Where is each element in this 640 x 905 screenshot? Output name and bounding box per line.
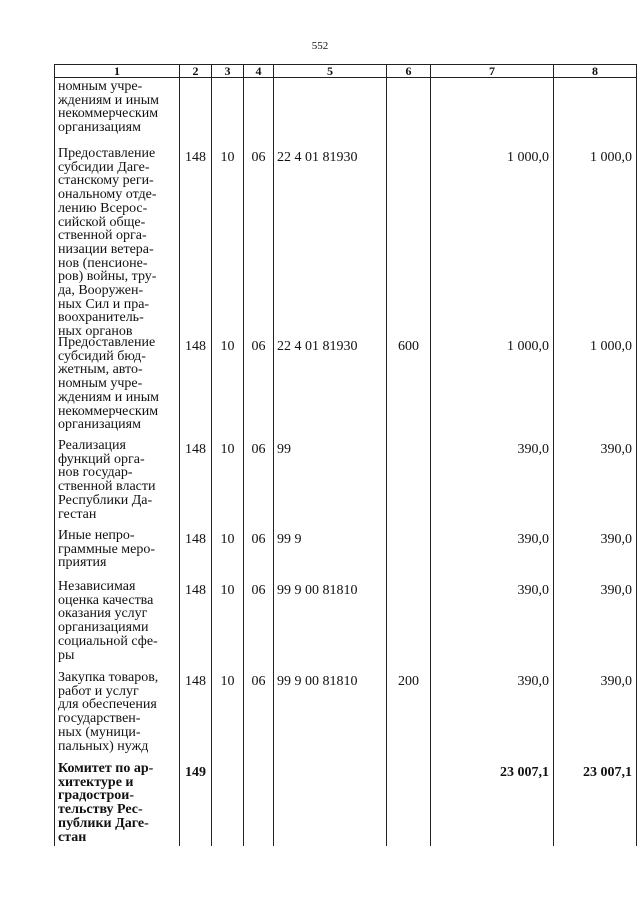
row-name: Комитет по ар- хитектуре и градострои- тельству Рес- публики Даге- стан bbox=[54, 762, 179, 846]
row-amount-8: 390,0 bbox=[553, 671, 637, 762]
row-code-4 bbox=[243, 762, 273, 846]
row-amount-7: 1 000,0 bbox=[430, 147, 553, 336]
row-amount-7 bbox=[430, 78, 553, 147]
row-code-6: 600 bbox=[386, 336, 430, 439]
row-code-5: 99 bbox=[273, 439, 386, 529]
row-code-2: 148 bbox=[179, 671, 211, 762]
row-amount-7: 23 007,1 bbox=[430, 762, 553, 846]
row-code-4: 06 bbox=[243, 671, 273, 762]
column-header: 2 bbox=[179, 64, 211, 78]
row-code-4: 06 bbox=[243, 529, 273, 580]
row-code-4: 06 bbox=[243, 439, 273, 529]
row-code-5: 22 4 01 81930 bbox=[273, 147, 386, 336]
column-header: 8 bbox=[553, 64, 637, 78]
row-name: Реализация функций орга- нов государ- ственной власти Республики Да- гестан bbox=[54, 439, 179, 529]
row-code-2: 148 bbox=[179, 529, 211, 580]
row-name: Предоставление субсидии Даге- станскому реги- ональному отде- лению Всерос- сийской обще- ственной орга- низации ветера- нов (пенсионе- ров) войны, тру- да, Вооружен- ных Сил и пра- воохранитель- ных органов bbox=[54, 147, 179, 336]
row-amount-8: 23 007,1 bbox=[553, 762, 637, 846]
budget-table bbox=[54, 64, 637, 846]
row-amount-8 bbox=[553, 78, 637, 147]
row-amount-7: 1 000,0 bbox=[430, 336, 553, 439]
row-code-6 bbox=[386, 580, 430, 671]
row-amount-8: 390,0 bbox=[553, 529, 637, 580]
row-code-4: 06 bbox=[243, 580, 273, 671]
row-code-4: 06 bbox=[243, 147, 273, 336]
row-code-3: 10 bbox=[211, 147, 243, 336]
row-code-2 bbox=[179, 78, 211, 147]
row-name: Иные непро- граммные меро- приятия bbox=[54, 529, 179, 580]
page-number: 552 bbox=[311, 40, 329, 52]
row-code-5: 99 9 bbox=[273, 529, 386, 580]
row-amount-8: 390,0 bbox=[553, 580, 637, 671]
column-header: 3 bbox=[211, 64, 243, 78]
row-name: Закупка товаров, работ и услуг для обеспечения государствен- ных (муници- пальных) нужд bbox=[54, 671, 179, 762]
row-code-6: 200 bbox=[386, 671, 430, 762]
row-code-3: 10 bbox=[211, 580, 243, 671]
column-header: 4 bbox=[243, 64, 273, 78]
row-code-2: 148 bbox=[179, 147, 211, 336]
row-amount-7: 390,0 bbox=[430, 529, 553, 580]
row-name: Предоставление субсидий бюд- жетным, авто- номным учре- ждениям и иным некоммерческим организациям bbox=[54, 336, 179, 439]
row-amount-7: 390,0 bbox=[430, 671, 553, 762]
row-code-5: 99 9 00 81810 bbox=[273, 580, 386, 671]
row-code-6 bbox=[386, 439, 430, 529]
row-amount-8: 390,0 bbox=[553, 439, 637, 529]
row-code-5: 22 4 01 81930 bbox=[273, 336, 386, 439]
column-header: 1 bbox=[54, 64, 179, 78]
row-code-4: 06 bbox=[243, 336, 273, 439]
row-amount-7: 390,0 bbox=[430, 439, 553, 529]
row-amount-7: 390,0 bbox=[430, 580, 553, 671]
row-code-6 bbox=[386, 147, 430, 336]
row-code-3: 10 bbox=[211, 671, 243, 762]
row-code-6 bbox=[386, 762, 430, 846]
row-amount-8: 1 000,0 bbox=[553, 336, 637, 439]
row-code-2: 148 bbox=[179, 580, 211, 671]
row-code-2: 148 bbox=[179, 439, 211, 529]
row-code-3 bbox=[211, 78, 243, 147]
row-code-6 bbox=[386, 529, 430, 580]
column-header: 6 bbox=[386, 64, 430, 78]
row-code-3: 10 bbox=[211, 529, 243, 580]
row-code-3 bbox=[211, 762, 243, 846]
row-code-5: 99 9 00 81810 bbox=[273, 671, 386, 762]
column-header: 7 bbox=[430, 64, 553, 78]
row-code-5 bbox=[273, 762, 386, 846]
row-code-3: 10 bbox=[211, 336, 243, 439]
column-header: 5 bbox=[273, 64, 386, 78]
row-code-5 bbox=[273, 78, 386, 147]
row-amount-8: 1 000,0 bbox=[553, 147, 637, 336]
row-code-6 bbox=[386, 78, 430, 147]
row-code-4 bbox=[243, 78, 273, 147]
row-code-3: 10 bbox=[211, 439, 243, 529]
row-code-2: 148 bbox=[179, 336, 211, 439]
row-name: номным учре- ждениям и иным некоммерческим организациям bbox=[54, 78, 179, 147]
row-name: Независимая оценка качества оказания услуг организациями социальной сфе- ры bbox=[54, 580, 179, 671]
row-code-2: 149 bbox=[179, 762, 211, 846]
